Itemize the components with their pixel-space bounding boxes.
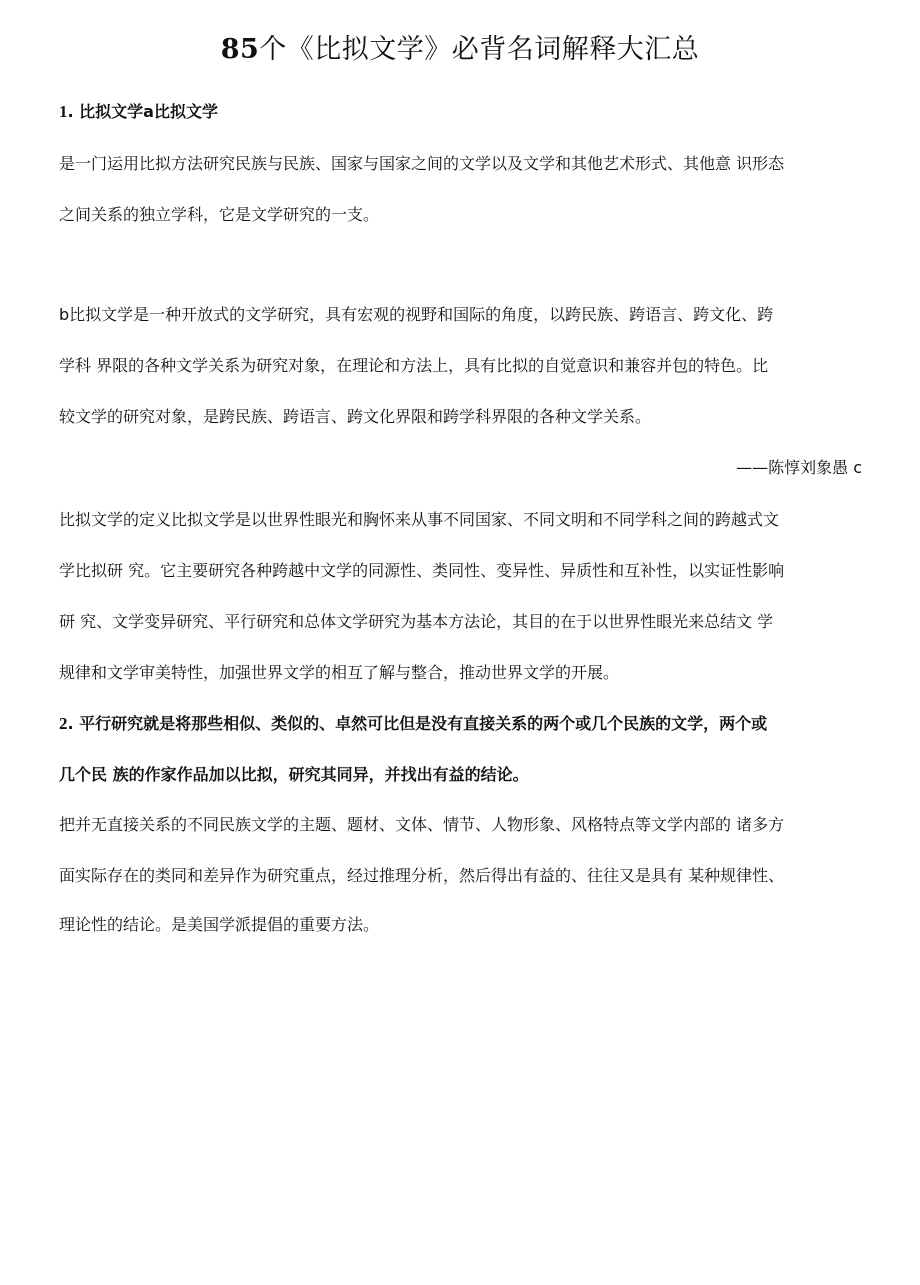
paragraph-c-line: 比拟文学的定义比拟文学是以世界性眼光和胸怀来从事不同国家、不同文明和不同学科之间的跨越式文 [59, 510, 780, 529]
page-title [0, 30, 920, 70]
title-number: 85 [220, 34, 260, 65]
section-1-heading-text: . 比拟文学a比拟文学 [67, 102, 218, 121]
paragraph-b-line: 学科 界限的各种文学关系为研究对象，在理论和方法上，具有比拟的自觉意识和兼容并包的特色。比 [59, 356, 769, 375]
section-1-number: 1 [59, 102, 68, 121]
section-2-heading-line: 几个民 族的作家作品加以比拟，研究其同异，并找出有益的结论。 [59, 765, 529, 784]
paragraph-b-line: b比拟文学是一种开放式的文学研究，具有宏观的视野和国际的角度，以跨民族、跨语言、跨文化、跨 [59, 305, 774, 324]
paragraph-d-line: 面实际存在的类同和差异作为研究重点，经过推理分析，然后得出有益的、往往又是具有 某种规律性、 [59, 866, 785, 885]
paragraph-b-line: 较文学的研究对象，是跨民族、跨语言、跨文化界限和跨学科界限的各种文学关系。 [59, 407, 652, 426]
paragraph-c-line: 学比拟研 究。它主要研究各种跨越中文学的同源性、类同性、变异性、异质性和互补性，以实证性影响 [59, 561, 785, 580]
section-1-heading [59, 100, 218, 124]
paragraph-a-line: 之间关系的独立学科，它是文学研究的一支。 [59, 205, 380, 224]
paragraph-a-line: 是一门运用比拟方法研究民族与民族、国家与国家之间的文学以及文学和其他艺术形式、其他意 识形态 [59, 154, 785, 173]
paragraph-d-line: 理论性的结论。是美国学派提倡的重要方法。 [59, 915, 380, 934]
paragraph-c-line: 规律和文学审美特性，加强世界文学的相互了解与整合，推动世界文学的开展。 [59, 663, 620, 682]
section-2-heading [59, 712, 767, 736]
title-text: 个《比拟文学》必背名词解释大汇总 [259, 34, 700, 65]
paragraph-d-line: 把并无直接关系的不同民族文学的主题、题材、文体、情节、人物形象、风格特点等文学内部的 诸多方 [59, 815, 785, 834]
paragraph-c-line: 研 究、文学变异研究、平行研究和总体文学研究为基本方法论，其目的在于以世界性眼光来总结文 学 [59, 612, 774, 631]
section-2-heading-text: . 平行研究就是将那些相似、类似的、卓然可比但是没有直接关系的两个或几个民族的文学，两个或 [67, 714, 768, 733]
section-2-number: 2 [59, 714, 68, 733]
attribution: ——陈惇刘象愚 c [736, 458, 862, 477]
